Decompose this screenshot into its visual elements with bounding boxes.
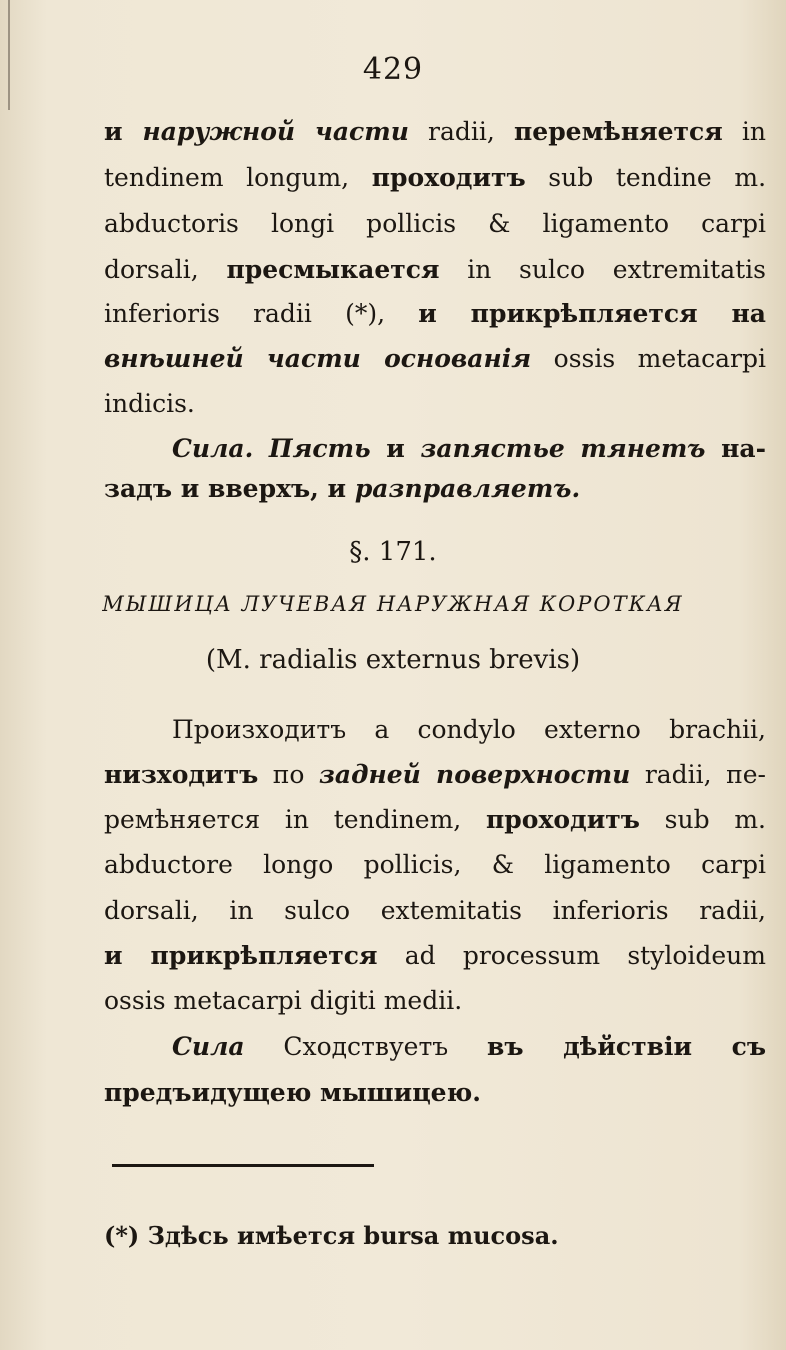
text-run: по — [258, 760, 319, 789]
text-line — [104, 889, 766, 933]
text-run: Сила — [172, 1032, 245, 1061]
text-run: и — [370, 434, 421, 463]
text-run: radii, пе- — [630, 760, 767, 789]
text-line — [172, 708, 766, 752]
text-run: dorsali, in sulco extemitatis inferioris radii, — [104, 896, 766, 925]
text-run: dorsali, — [104, 255, 227, 284]
text-line — [172, 1025, 766, 1069]
section-heading: МЫШИЦА ЛУЧЕВАЯ НАРУЖНАЯ КОРОТКАЯ — [102, 592, 684, 616]
footnote-rule — [112, 1164, 374, 1167]
latin-name: (M. radialis externus brevis) — [205, 645, 581, 675]
text-run: abductore longo pollicis, & ligamento carpi — [104, 850, 766, 879]
text-run: на- — [705, 434, 767, 463]
text-line — [104, 156, 766, 200]
text-line — [172, 427, 766, 471]
text-run: перемѣняется — [514, 117, 723, 146]
text-line — [104, 467, 580, 511]
text-run: проходитъ — [371, 163, 526, 192]
text-line — [104, 979, 462, 1023]
text-line — [104, 248, 766, 292]
text-line — [104, 934, 766, 978]
text-run: in — [722, 117, 767, 146]
text-run: indicis. — [104, 389, 195, 418]
text-run: Произходитъ a condylo externo brachii, — [172, 715, 766, 744]
text-line — [104, 1071, 481, 1115]
text-run: sub m. — [639, 805, 766, 834]
text-run: пресмыкается — [226, 255, 440, 284]
text-run: abductoris longi pollicis & ligamento carpi — [104, 209, 766, 238]
text-run: внѣшней части основанія — [104, 344, 532, 373]
footnote: (*) Здѣсь имѣется bursa mucosa. — [104, 1221, 559, 1250]
text-run: sub tendine m. — [525, 163, 767, 192]
text-run: предъидущею мышицею. — [104, 1078, 481, 1107]
section-number: §. 171. — [349, 537, 437, 567]
text-run: запястье тянетъ — [420, 434, 706, 463]
text-run: Сходствуетъ — [244, 1032, 488, 1061]
text-run: и прикрѣпляется — [104, 941, 378, 970]
text-run: задней поверхности — [318, 760, 631, 789]
text-run: radii, — [408, 117, 514, 146]
text-run: проходитъ — [486, 805, 640, 834]
text-run: и прикрѣпляется на — [418, 299, 766, 328]
text-run: низходитъ — [104, 760, 259, 789]
text-run: и — [104, 117, 143, 146]
text-line — [104, 753, 766, 797]
text-run: ремѣняется in tendinem, — [104, 805, 486, 834]
text-run: ad processum styloideum — [377, 941, 766, 970]
text-line — [104, 202, 766, 246]
text-line — [104, 337, 766, 381]
text-line — [104, 382, 195, 426]
text-run: ossis metacarpi — [531, 344, 766, 373]
text-line — [104, 798, 766, 842]
text-run: in sulco extremitatis — [439, 255, 766, 284]
page-number: 429 — [362, 52, 424, 87]
text-run: ossis metacarpi digiti medii. — [104, 986, 463, 1015]
text-run: Сила. Пясть — [172, 434, 371, 463]
text-run: задъ и вверхъ, и — [104, 474, 355, 503]
text-run: inferioris radii (*), — [104, 299, 419, 328]
text-run: разправляетъ. — [354, 474, 581, 503]
text-line — [104, 843, 766, 887]
text-run: tendinem longum, — [104, 163, 372, 192]
text-line — [104, 292, 766, 336]
text-run: наружной части — [142, 117, 409, 146]
text-run: въ дѣйствіи съ — [487, 1032, 766, 1061]
text-line — [104, 110, 766, 154]
